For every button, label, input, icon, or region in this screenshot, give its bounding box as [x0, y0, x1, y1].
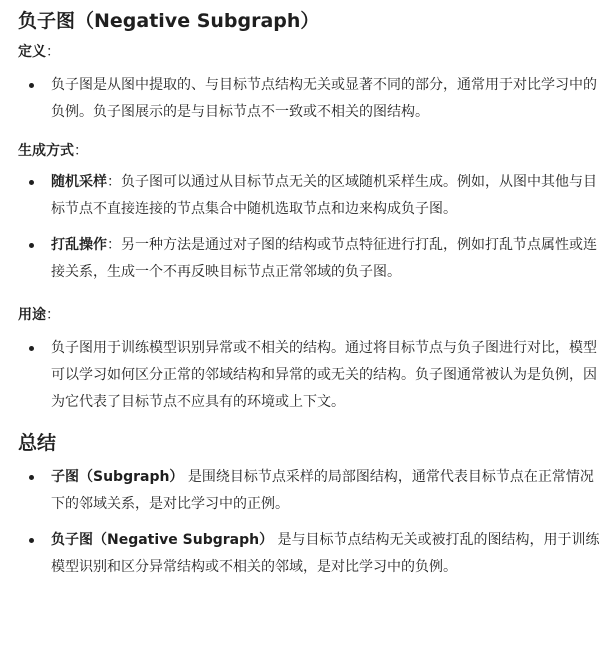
definition-item: 负子图是从图中提取的、与目标节点结构无关或显著不同的部分，通常用于对比学习中的负例。负子图展示的是与目标节点不一致或不相关的图结构。 — [18, 72, 606, 126]
generation-item-sep: ： — [107, 174, 121, 190]
usage-label: 用途 — [18, 307, 46, 323]
summary-item-text: 是围绕目标节点采样的局部图结构，通常代表目标节点在正常情况下的邻域关系，是对比学习中的正例。 — [51, 469, 594, 512]
usage-list — [18, 335, 606, 416]
generation-label: 生成方式 — [18, 143, 74, 159]
generation-item-text: 另一种方法是通过对子图的结构或节点特征进行打乱，例如打乱节点属性或连接关系，生成一个不再反映目标节点正常邻域的负子图。 — [51, 237, 597, 280]
summary-item-subgraph — [18, 464, 606, 518]
usage-colon: ： — [46, 307, 60, 323]
summary-item-term: 负子图（Negative Subgraph） — [51, 532, 274, 548]
summary-title: 总结 — [18, 432, 57, 454]
generation-item-term: 打乱操作 — [51, 237, 107, 253]
generation-item-text: 负子图可以通过从目标节点无关的区域随机采样生成。例如，从图中其他与目标节点不直接连接的节点集合中随机选取节点和边来构成负子图。 — [51, 174, 597, 217]
definition-label: 定义 — [18, 44, 46, 60]
summary-item-term: 子图（Subgraph） — [51, 469, 184, 485]
summary-list — [18, 464, 606, 581]
generation-item-shuffle — [18, 232, 606, 286]
page-title: 负子图（Negative Subgraph） — [18, 10, 320, 32]
definition-colon: ： — [46, 44, 60, 60]
definition-list — [18, 72, 606, 126]
definition-heading — [18, 41, 606, 63]
generation-heading — [18, 140, 606, 162]
generation-colon: ： — [74, 143, 88, 159]
generation-item-random-sampling — [18, 169, 606, 223]
usage-item: 负子图用于训练模型识别异常或不相关的结构。通过将目标节点与负子图进行对比，模型可以学习如何区分正常的邻域结构和异常的或无关的结构。负子图通常被认为是负例，因为它代表了目标节点不应具有的环境或上下文。 — [18, 335, 606, 416]
summary-item-negative-subgraph — [18, 527, 606, 581]
generation-list — [18, 169, 606, 286]
summary-item-text: 是与目标节点结构无关或被打乱的图结构，用于训练模型识别和区分异常结构或不相关的邻域，是对比学习中的负例。 — [51, 532, 600, 575]
usage-heading — [18, 304, 606, 326]
generation-item-term: 随机采样 — [51, 174, 107, 190]
generation-item-sep: ： — [107, 237, 121, 253]
